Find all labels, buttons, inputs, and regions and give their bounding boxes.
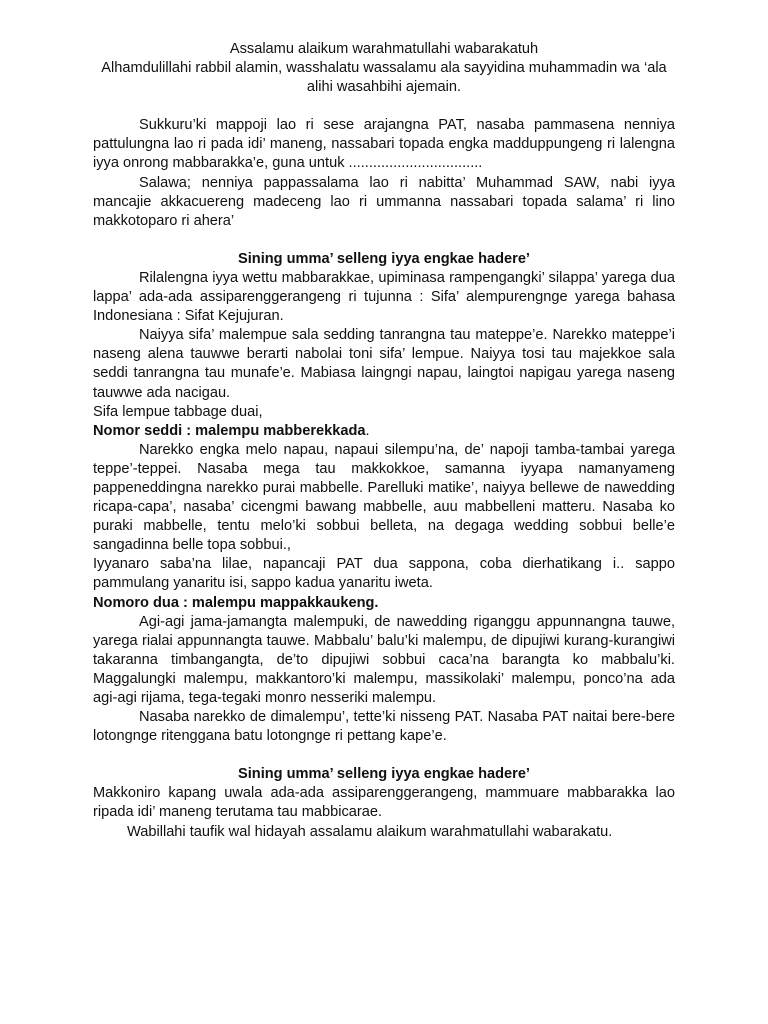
document-page bbox=[93, 40, 675, 842]
point2-heading: Nomoro dua : malempu mappakkaukeng. bbox=[93, 594, 379, 611]
greeting-line-1: Assalamu alaikum warahmatullahi wabarakatuh bbox=[229, 41, 539, 57]
point1-after-paragraph: Iyyanaro saba’na lilae, napancaji PAT dua sappona, coba dierhatikang i.. sappo pammulang yanaritu isi, sappo kadua yanaritu iweta. bbox=[93, 556, 675, 592]
spacer bbox=[93, 746, 675, 765]
point2-paragraph-2: Nasaba narekko de dimalempu’, tette’ki nisseng PAT. Nasaba PAT naitai bere-bere lotongnge ritenggana batu lotongnge ri pettang kape’e. bbox=[93, 709, 675, 745]
section1-paragraph-1: Rilalengna iyya wettu mabbarakkae, upiminasa rampengangki’ silappa’ yarega dua lappa’ ada-ada assiparenggerangeng ri tujunna : Sifa’ alempurengnge yarega bahasa Indonesiana : Sifat Kejujuran. bbox=[93, 269, 675, 325]
closing-paragraph-1: Makkoniro kapang uwala ada-ada assiparenggerangeng, mammuare mabbarakka lao ripada idi’ maneng terutama tau mabbicarae. bbox=[93, 785, 675, 821]
greeting-line-2: Alhamdulillahi rabbil alamin, wasshalatu wassalamu ala sayyidina muhammadin wa ‘ala alihi wasahbihi ajemain. bbox=[101, 60, 667, 96]
point1-heading: Nomor seddi : malempu mabberekkada bbox=[93, 422, 366, 439]
spacer bbox=[93, 97, 675, 116]
section1-types-line: Sifa lempue tabbage duai, bbox=[93, 403, 263, 420]
section-heading-1: Sining umma’ selleng iyya engkae hadere’ bbox=[238, 250, 530, 267]
opening-paragraph-2: Salawa; nenniya pappassalama lao ri nabitta’ Muhammad SAW, nabi iyya mancajie akkacuereng madeceng lao ri ummanna nassabari topada salama’ ri lino makkotoparo ri ahera’ bbox=[93, 174, 675, 229]
spacer bbox=[93, 231, 675, 250]
point1-paragraph: Narekko engka melo napau, napaui silempu’na, de’ napoji tamba-tambai yarega teppe’-teppei. Nasaba mega tau makkokkoe, samanna iyyapa namanyameng pappeneddingna narekko purai mabbelle. Parelluki matike’, naiyya bellewe de nawedding ricapa-capa’, nasaba’ cicengmi bawang mabbelle, auu mabbelleni matteru. Nasaba ko puraki mabbelle, tentu melo’ki sobbui belleta, na degaga wedding sobbui belle’e sangadinna belle topa sobbui., bbox=[93, 441, 675, 554]
point2-paragraph-1: Agi-agi jama-jamangta malempuki, de nawedding riganggu appunnangna tauwe, yarega rialai appunnangta tauwe. Mabbalu’ balu’ki malempu, de dipujiwi kurang-kurangiwi takaranna timbangangta, de’to dipujiwi sobbui caca’na barangta ko mabbalu’ki. Maggalungki malempu, makkantoro’ki malempu, massikolaki’ malempu, ponco’na ada agi-agi rijama, tega-tegaki monro nesseriki malempu. bbox=[93, 613, 675, 706]
closing-heading: Sining umma’ selleng iyya engkae hadere’ bbox=[238, 766, 530, 783]
section1-paragraph-2: Naiyya sifa’ malempue sala sedding tanrangna tau mateppe’e. Narekko mateppe’i naseng alena tauwwe berarti nabolai toni sifa’ lempue. Naiyya tosi tau majekkoe sala seddi tanrangna tau munafe’e. Mabiasa laingngi napau, laingtoi napigau yarega naseng tauwwe ada nacigau. bbox=[93, 327, 675, 401]
point1-heading-line bbox=[93, 422, 675, 441]
point1-period: . bbox=[365, 422, 370, 439]
closing-paragraph-2: Wabillahi taufik wal hidayah assalamu alaikum warahmatullahi wabarakatu. bbox=[127, 823, 613, 840]
opening-paragraph-1: Sukkuru’ki mappoji lao ri sese arajangna PAT, nasaba pammasena nenniya pattulungna lao ri pada idi’ maneng, nassabari topada engka madduppungeng ri lalengna iyya onrong mabbarakka’e, guna untuk ................................. bbox=[93, 117, 675, 172]
